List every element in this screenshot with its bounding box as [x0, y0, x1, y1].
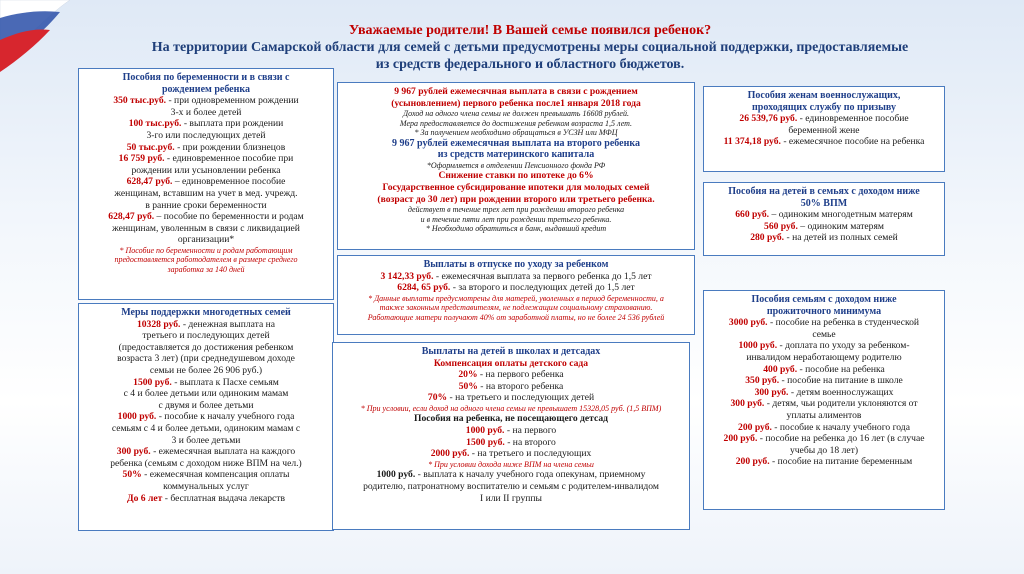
footnote: * При условии дохода ниже ВПМ на члена семьи — [428, 459, 594, 469]
amount: 3 142,33 руб. — [380, 270, 434, 282]
heading: (усыновлением) первого ребенка после1 января 2018 года — [391, 97, 641, 109]
amount: 26 539,76 руб. — [739, 113, 798, 125]
amount: 660 руб. — [735, 209, 770, 221]
note: Мера предоставляется до достижения ребенком возраста 1,5 лет. — [399, 118, 633, 128]
desc: - при рождении близнецов — [174, 141, 286, 153]
note: * За получением необходимо обращаться в УСЗН или МФЦ — [414, 128, 618, 138]
desc: - на первого — [504, 425, 557, 437]
box-title: проходящих службу по призыву — [752, 101, 896, 113]
box-subtitle: Компенсация оплаты детского сада — [433, 357, 589, 369]
desc: - единовременное пособие — [797, 113, 909, 125]
amount: 628,47 руб. — [126, 176, 173, 188]
desc: ребенка (семьям с доходом ниже ВПМ на чел.) — [110, 457, 302, 469]
desc: рождении или усыновлении ребенка — [131, 164, 281, 176]
box-title: рождением ребенка — [161, 83, 250, 95]
desc: семьи не более 26 906 руб.) — [149, 364, 263, 376]
header-greeting: Уважаемые родители! В Вашей семье появился ребенок? — [348, 23, 712, 38]
low-income-50-benefits-box — [703, 182, 945, 256]
desc: родителю, патронатному воспитателю и семьям с родителем-инвалидом — [363, 480, 659, 492]
amount: 70% — [427, 392, 448, 404]
desc: коммунальных услуг — [163, 480, 249, 492]
desc: с 4 и более детьми или одиноким мамам — [123, 388, 289, 400]
amount: 400 руб. — [763, 363, 798, 375]
school-kindergarten-payments-box — [332, 342, 690, 530]
amount: 300 руб. — [116, 446, 151, 458]
desc: - на первого ребенка — [477, 369, 564, 381]
footnote: заработка за 140 дней — [167, 264, 245, 274]
desc: - пособие на ребенка в студенческой — [767, 317, 920, 329]
amount: 300 руб. — [754, 386, 789, 398]
desc: инвалидом неработающему родителю — [746, 351, 902, 363]
amount: 1000 руб. — [117, 411, 157, 423]
desc: 3-го или последующих детей — [146, 129, 266, 141]
desc: - ежемесячная выплата на каждого — [150, 446, 296, 458]
amount: До 6 лет — [127, 492, 163, 504]
desc: организации* — [177, 234, 235, 246]
desc: - пособие на ребенка — [797, 363, 885, 375]
box-title: прожиточного минимума — [766, 305, 882, 317]
desc: – единовременное пособие — [172, 176, 286, 188]
desc: - ежемесячная компенсация оплаты — [141, 469, 290, 481]
parental-leave-payments-box — [337, 255, 695, 335]
desc: - на третьего и последующих — [469, 448, 592, 460]
box-title: Пособия семьям с доходом ниже — [751, 294, 897, 305]
desc: - пособие к началу учебного года — [156, 411, 295, 423]
header-subtitle-2: из средств федерального и областного бюджетов. — [375, 57, 685, 72]
desc: 3 и более детьми — [171, 434, 241, 446]
amount: 20% — [458, 369, 478, 381]
amount: 350 руб. — [745, 375, 780, 387]
desc: - пособие на ребенка до 16 лет (в случае — [757, 433, 925, 445]
desc: с двумя и более детьми — [158, 399, 254, 411]
desc: - выплата к Пасхе семьям — [171, 376, 279, 388]
desc: - единовременное пособие при — [164, 153, 294, 165]
footnote: Работающие матери получают 40% от заработной платы, но не более 24 536 рублей — [367, 312, 665, 322]
heading: 9 967 рублей ежемесячная выплата в связи с рождением — [394, 86, 638, 97]
box-title: Выплаты на детей в школах и детсадах — [421, 346, 601, 357]
footnote: также законным представителям, не подлежащим социальному страхованию. — [379, 303, 653, 313]
note: Доход на одного члена семьи не должен превышать 16608 рублей. — [403, 109, 629, 119]
desc: - детям, чьи родители уклоняются от — [764, 398, 918, 410]
amount: 16 759 руб. — [118, 153, 165, 165]
desc: - на третьего и последующих детей — [447, 392, 595, 404]
amount: 3000 руб. — [728, 317, 768, 329]
desc: - на второго ребенка — [477, 380, 564, 392]
child-birth-payments-box — [337, 82, 695, 250]
box-title: Пособия на детей в семьях с доходом ниже — [728, 186, 920, 197]
amount: 280 руб. — [750, 232, 785, 244]
desc: женщинам, уволенным в связи с ликвидацией — [112, 222, 300, 234]
note: и в течение пяти лет при рождении третьего ребенка. — [420, 214, 612, 224]
desc: - детям военнослужащих — [788, 386, 894, 398]
footnote: предоставляется работодателем в размере среднего — [114, 255, 298, 265]
amount: 2000 руб. — [430, 448, 470, 460]
note: действует в течение трех лет при рождении второго ребенка — [407, 205, 625, 215]
amount: 6284, 65 руб. — [397, 282, 451, 294]
desc: I или II группы — [480, 492, 542, 504]
amount: 300 руб. — [730, 398, 765, 410]
amount: 350 тыс.руб. — [113, 95, 167, 107]
desc: - выплата при рождении — [181, 118, 284, 130]
desc: - на детей из полных семей — [784, 232, 898, 244]
desc: женщинам, вставшим на учет в мед. учрежд. — [114, 187, 298, 199]
desc: семьям с 4 и более детьми, одиноким мамам с — [111, 422, 301, 434]
heading: Снижение ставки по ипотеке до 6% — [438, 170, 594, 182]
desc: возраста 3 лет) (при среднедушевом доходе — [117, 353, 295, 365]
desc: – пособие по беременности и родам — [154, 211, 304, 223]
desc: - бесплатная выдача лекарств — [162, 492, 285, 504]
amount: 1000 руб. — [465, 425, 505, 437]
box-title: 50% ВПМ — [800, 197, 848, 209]
note: *Оформляется в отделении Пенсионного фонда РФ — [426, 160, 606, 170]
heading: Государственное субсидирование ипотеки для молодых семей — [382, 181, 650, 193]
desc: - ежемесячное пособие на ребенка — [780, 136, 925, 148]
desc: - выплата к началу учебного года опекунам, приемному — [415, 469, 646, 481]
box-title: Меры поддержки многодетных семей — [121, 307, 291, 318]
box-title: Пособия по беременности и в связи с — [122, 72, 290, 83]
heading: из средств материнского капитала — [437, 149, 595, 161]
footnote: * При условии, если доход на одного члена семьи не превышает 15328,05 руб. (1,5 ВПМ) — [360, 403, 662, 413]
box-title: Выплаты в отпуске по уходу за ребенком — [423, 259, 609, 270]
desc: - при одновременном рождении — [166, 95, 299, 107]
desc: - пособие на питание в школе — [779, 375, 903, 387]
note: * Необходимо обратиться в банк, выдавший кредит — [425, 224, 607, 234]
desc: семье — [812, 328, 836, 340]
desc: – одиноким матерям — [797, 220, 884, 232]
amount: 50% — [458, 380, 478, 392]
heading: (возраст до 30 лет) при рождении второго или третьего ребенка. — [377, 193, 655, 205]
subsistence-minimum-benefits-box — [703, 290, 945, 510]
desc: - на второго — [504, 436, 556, 448]
desc: - пособие на питание беременным — [769, 456, 913, 468]
amount: 10328 руб. — [136, 318, 181, 330]
amount: 200 руб. — [735, 456, 770, 468]
amount: 1500 руб. — [133, 376, 172, 388]
amount: 50 тыс.руб. — [126, 141, 175, 153]
maternity-benefits-box — [78, 68, 334, 300]
desc: (предоставляется до достижения ребенком — [118, 341, 294, 353]
amount: 1500 руб. — [466, 436, 505, 448]
amount: 100 тыс.руб. — [128, 118, 182, 130]
amount: 11 374,18 руб. — [723, 136, 781, 148]
box-title: Пособия женам военнослужащих, — [747, 90, 901, 101]
page-header — [100, 22, 960, 73]
amount: 50% — [122, 469, 142, 481]
amount: 628,47 руб. — [108, 211, 155, 223]
desc: в ранние сроки беременности — [145, 199, 267, 211]
desc: учебы до 18 лет) — [789, 444, 859, 456]
amount: 560 руб. — [764, 220, 798, 232]
amount: 200 руб. — [723, 433, 758, 445]
desc: - за второго и последующих детей до 1,5 лет — [450, 282, 635, 294]
desc: - ежемесячная выплата за первого ребенка до 1,5 лет — [433, 270, 652, 282]
desc: уплаты алиментов — [786, 409, 862, 421]
large-family-support-box — [78, 303, 334, 531]
desc: – одиноким многодетным матерям — [769, 209, 913, 221]
desc: беременной жене — [788, 124, 860, 136]
russian-flag-decoration — [0, 0, 70, 80]
desc: - денежная выплата на — [180, 318, 276, 330]
heading: 9 967 рублей ежемесячная выплата на второго ребенка — [392, 137, 640, 149]
desc: третьего и последующих детей — [142, 330, 270, 342]
section-heading: Пособия на ребенка, не посещающего детсад — [414, 413, 608, 425]
amount: 1000 руб. — [376, 469, 416, 481]
military-wives-benefits-box — [703, 86, 945, 172]
amount: 200 руб. — [738, 421, 772, 433]
desc: - пособие к началу учебного года — [771, 421, 910, 433]
desc: 3-х и более детей — [170, 106, 242, 118]
amount: 1000 руб. — [738, 340, 778, 352]
footnote: * Данные выплаты предусмотрены для матерей, уволенных в период беременности, а — [368, 293, 664, 303]
header-subtitle: На территории Самарской области для семей с детьми предусмотрены меры социальной поддержки, предоставляемые — [151, 40, 909, 55]
footnote: * Пособие по беременности и родам работающим — [119, 245, 293, 255]
desc: - доплата по уходу за ребенком- — [777, 340, 910, 352]
